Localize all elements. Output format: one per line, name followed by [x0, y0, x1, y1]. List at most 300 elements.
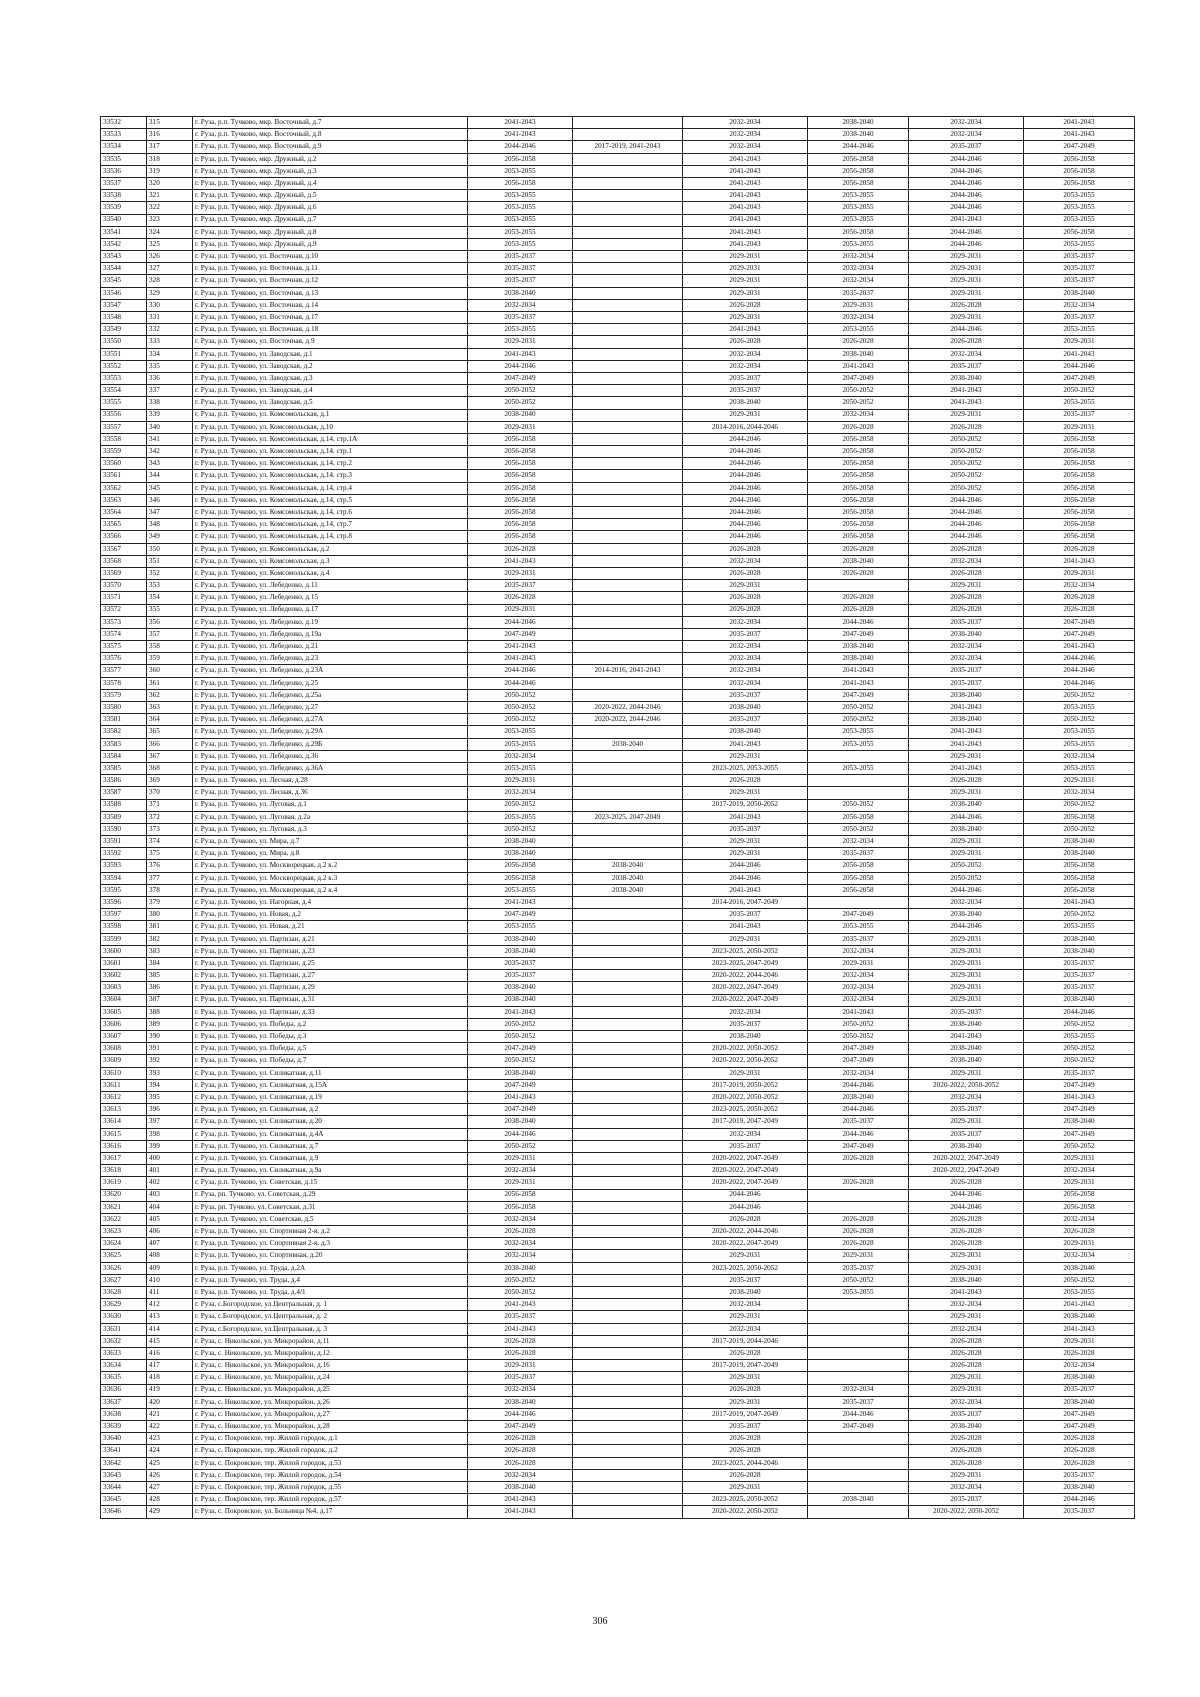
period-4-cell: 2032-2034 — [808, 251, 909, 263]
period-3-cell: 2026-2028 — [683, 336, 808, 348]
period-2-cell — [573, 202, 683, 214]
address-cell: г. Руза, р.п. Тучково, ул. Партизан, д.27 — [193, 970, 468, 982]
record-id-cell: 33557 — [101, 421, 147, 433]
record-id-cell: 33575 — [101, 641, 147, 653]
record-id-cell: 33586 — [101, 775, 147, 787]
period-2-cell — [573, 507, 683, 519]
period-1-cell: 2038-2040 — [468, 836, 573, 848]
period-5-cell: 2029-2031 — [909, 1311, 1024, 1323]
period-1-cell: 2029-2031 — [468, 1152, 573, 1164]
period-5-cell: 2050-2052 — [909, 446, 1024, 458]
period-2-cell — [573, 1408, 683, 1420]
period-2-cell: 2038-2040 — [573, 738, 683, 750]
table-row — [101, 117, 1135, 129]
period-3-cell: 2035-2037 — [683, 372, 808, 384]
record-id-cell: 33535 — [101, 153, 147, 165]
row-number-cell: 317 — [147, 141, 193, 153]
period-5-cell: 2044-2046 — [909, 165, 1024, 177]
table-row — [101, 836, 1135, 848]
period-6-cell: 2029-2031 — [1024, 567, 1135, 579]
address-cell: г. Руза, с. Никольское, ул. Микрорайон, д.11 — [193, 1335, 468, 1347]
row-number-cell: 385 — [147, 970, 193, 982]
period-3-cell: 2026-2028 — [683, 299, 808, 311]
address-cell: г. Руза, р.п. Тучково, мкр. Дружный, д.7 — [193, 214, 468, 226]
period-3-cell: 2044-2046 — [683, 482, 808, 494]
address-cell: г. Руза, р.п. Тучково, мкр. Дружный, д.9 — [193, 238, 468, 250]
period-4-cell — [808, 1360, 909, 1372]
period-4-cell: 2038-2040 — [808, 1494, 909, 1506]
address-cell: г. Руза, с. Покровское, тер. Жилой городок, д.54 — [193, 1469, 468, 1481]
row-number-cell: 413 — [147, 1311, 193, 1323]
period-6-cell: 2056-2058 — [1024, 482, 1135, 494]
address-cell: г. Руза, р.п. Тучково, ул. Лебеденко, д.19а — [193, 628, 468, 640]
address-cell: г. Руза, р.п. Тучково, ул. Заводская, д.3 — [193, 372, 468, 384]
period-3-cell: 2020-2022, 2050-2052 — [683, 1043, 808, 1055]
address-cell: г. Руза, р.п. Тучково, ул. Заводская, д.4 — [193, 385, 468, 397]
period-2-cell — [573, 433, 683, 445]
period-1-cell: 2041-2043 — [468, 1323, 573, 1335]
table-row — [101, 1311, 1135, 1323]
period-4-cell — [808, 1469, 909, 1481]
table-row — [101, 312, 1135, 324]
period-5-cell: 2041-2043 — [909, 1287, 1024, 1299]
table-row — [101, 641, 1135, 653]
period-5-cell: 2026-2028 — [909, 1226, 1024, 1238]
period-1-cell: 2038-2040 — [468, 1262, 573, 1274]
period-2-cell — [573, 1262, 683, 1274]
period-5-cell: 2020-2022, 2050-2052 — [909, 1079, 1024, 1091]
period-5-cell: 2029-2031 — [909, 287, 1024, 299]
record-id-cell: 33562 — [101, 482, 147, 494]
period-1-cell: 2038-2040 — [468, 287, 573, 299]
period-2-cell — [573, 409, 683, 421]
period-2-cell — [573, 519, 683, 531]
table-row — [101, 775, 1135, 787]
table-row — [101, 1043, 1135, 1055]
record-id-cell: 33553 — [101, 372, 147, 384]
page-number: 306 — [592, 1616, 608, 1627]
record-id-cell: 33640 — [101, 1433, 147, 1445]
table-row — [101, 945, 1135, 957]
period-4-cell: 2053-2055 — [808, 726, 909, 738]
period-6-cell: 2026-2028 — [1024, 1457, 1135, 1469]
period-2-cell — [573, 945, 683, 957]
period-5-cell: 2032-2034 — [909, 653, 1024, 665]
table-row — [101, 458, 1135, 470]
row-number-cell: 427 — [147, 1482, 193, 1494]
period-3-cell: 2020-2022, 2050-2052 — [683, 1092, 808, 1104]
period-5-cell: 2032-2034 — [909, 129, 1024, 141]
period-2-cell — [573, 494, 683, 506]
period-4-cell: 2041-2043 — [808, 677, 909, 689]
period-3-cell: 2035-2037 — [683, 689, 808, 701]
period-5-cell: 2044-2046 — [909, 238, 1024, 250]
record-id-cell: 33551 — [101, 348, 147, 360]
record-id-cell: 33574 — [101, 628, 147, 640]
table-row — [101, 299, 1135, 311]
row-number-cell: 410 — [147, 1274, 193, 1286]
table-row — [101, 1128, 1135, 1140]
period-2-cell — [573, 1287, 683, 1299]
table-row — [101, 1347, 1135, 1359]
period-3-cell: 2020-2022, 2047-2049 — [683, 994, 808, 1006]
period-6-cell: 2035-2037 — [1024, 251, 1135, 263]
period-1-cell: 2056-2058 — [468, 153, 573, 165]
period-4-cell: 2032-2034 — [808, 275, 909, 287]
address-cell: г. Руза, р.п. Тучково, ул. Восточная, д.10 — [193, 251, 468, 263]
period-2-cell — [573, 970, 683, 982]
period-4-cell: 2026-2028 — [808, 1226, 909, 1238]
table-row — [101, 689, 1135, 701]
record-id-cell: 33618 — [101, 1165, 147, 1177]
period-3-cell: 2035-2037 — [683, 628, 808, 640]
period-5-cell: 2026-2028 — [909, 543, 1024, 555]
row-number-cell: 396 — [147, 1104, 193, 1116]
row-number-cell: 365 — [147, 726, 193, 738]
period-2-cell — [573, 726, 683, 738]
period-6-cell: 2044-2046 — [1024, 1494, 1135, 1506]
table-row — [101, 324, 1135, 336]
period-3-cell: 2026-2028 — [683, 1433, 808, 1445]
period-6-cell: 2038-2040 — [1024, 994, 1135, 1006]
address-cell: г. Руза, р.п. Тучково, ул. Спортивная 2-я, д.3 — [193, 1238, 468, 1250]
row-number-cell: 344 — [147, 470, 193, 482]
period-6-cell: 2047-2049 — [1024, 616, 1135, 628]
row-number-cell: 421 — [147, 1408, 193, 1420]
period-4-cell: 2032-2034 — [808, 994, 909, 1006]
record-id-cell: 33635 — [101, 1372, 147, 1384]
record-id-cell: 33548 — [101, 312, 147, 324]
period-5-cell: 2050-2052 — [909, 860, 1024, 872]
record-id-cell: 33532 — [101, 117, 147, 129]
period-5-cell: 2029-2031 — [909, 970, 1024, 982]
period-4-cell: 2038-2040 — [808, 129, 909, 141]
record-id-cell: 33634 — [101, 1360, 147, 1372]
table-row — [101, 1384, 1135, 1396]
row-number-cell: 380 — [147, 909, 193, 921]
period-5-cell: 2029-2031 — [909, 263, 1024, 275]
period-2-cell — [573, 921, 683, 933]
period-3-cell: 2017-2019, 2050-2052 — [683, 1079, 808, 1091]
row-number-cell: 350 — [147, 543, 193, 555]
period-3-cell: 2038-2040 — [683, 726, 808, 738]
record-id-cell: 33616 — [101, 1140, 147, 1152]
table-row — [101, 507, 1135, 519]
table-row — [101, 909, 1135, 921]
row-number-cell: 420 — [147, 1396, 193, 1408]
period-5-cell: 2038-2040 — [909, 1421, 1024, 1433]
period-2-cell: 2023-2025, 2047-2049 — [573, 811, 683, 823]
period-3-cell: 2029-2031 — [683, 251, 808, 263]
row-number-cell: 336 — [147, 372, 193, 384]
period-3-cell: 2032-2034 — [683, 555, 808, 567]
period-6-cell: 2026-2028 — [1024, 1433, 1135, 1445]
row-number-cell: 347 — [147, 507, 193, 519]
address-cell: г. Руза, р.п. Тучково, ул. Силикатная, д.7 — [193, 1140, 468, 1152]
period-1-cell: 2050-2052 — [468, 823, 573, 835]
period-1-cell: 2050-2052 — [468, 799, 573, 811]
period-4-cell: 2032-2034 — [808, 982, 909, 994]
period-4-cell: 2044-2046 — [808, 616, 909, 628]
period-2-cell — [573, 1347, 683, 1359]
record-id-cell: 33630 — [101, 1311, 147, 1323]
row-number-cell: 367 — [147, 750, 193, 762]
period-1-cell: 2035-2037 — [468, 580, 573, 592]
row-number-cell: 387 — [147, 994, 193, 1006]
address-cell: г. Руза, р.п. Тучково, ул. Комсомольская, д.14, стр.2 — [193, 458, 468, 470]
address-cell: г. Руза, р.п. Тучково, ул. Комсомольская, д.10 — [193, 421, 468, 433]
period-5-cell: 2029-2031 — [909, 945, 1024, 957]
period-6-cell: 2053-2055 — [1024, 190, 1135, 202]
period-2-cell — [573, 117, 683, 129]
record-id-cell: 33558 — [101, 433, 147, 445]
record-id-cell: 33585 — [101, 762, 147, 774]
table-row — [101, 1238, 1135, 1250]
period-2-cell — [573, 580, 683, 592]
record-id-cell: 33556 — [101, 409, 147, 421]
address-cell: г. Руза, р.п. Тучково, ул. Заводская, д.1 — [193, 348, 468, 360]
period-3-cell: 2032-2034 — [683, 1128, 808, 1140]
address-cell: г. Руза, р.п. Тучково, ул. Труда, д.4 — [193, 1274, 468, 1286]
period-2-cell — [573, 653, 683, 665]
address-cell: г. Руза, р.п. Тучково, ул. Луговая, д.2а — [193, 811, 468, 823]
record-id-cell: 33610 — [101, 1067, 147, 1079]
period-3-cell: 2029-2031 — [683, 312, 808, 324]
period-1-cell: 2038-2040 — [468, 982, 573, 994]
row-number-cell: 375 — [147, 848, 193, 860]
period-6-cell: 2053-2055 — [1024, 397, 1135, 409]
table-row — [101, 1079, 1135, 1091]
period-1-cell: 2056-2058 — [468, 494, 573, 506]
period-3-cell: 2017-2019, 2047-2049 — [683, 1408, 808, 1420]
period-4-cell: 2050-2052 — [808, 1031, 909, 1043]
row-number-cell: 332 — [147, 324, 193, 336]
schedule-table — [100, 116, 1135, 1519]
row-number-cell: 422 — [147, 1421, 193, 1433]
period-5-cell: 2026-2028 — [909, 299, 1024, 311]
record-id-cell: 33646 — [101, 1506, 147, 1518]
period-6-cell: 2053-2055 — [1024, 726, 1135, 738]
record-id-cell: 33572 — [101, 604, 147, 616]
row-number-cell: 340 — [147, 421, 193, 433]
period-4-cell — [808, 1165, 909, 1177]
period-6-cell: 2035-2037 — [1024, 1067, 1135, 1079]
record-id-cell: 33567 — [101, 543, 147, 555]
period-5-cell: 2050-2052 — [909, 872, 1024, 884]
period-1-cell: 2029-2031 — [468, 421, 573, 433]
period-1-cell: 2041-2043 — [468, 1494, 573, 1506]
period-2-cell — [573, 592, 683, 604]
period-1-cell: 2026-2028 — [468, 1433, 573, 1445]
period-1-cell: 2032-2034 — [468, 1238, 573, 1250]
record-id-cell: 33583 — [101, 738, 147, 750]
period-6-cell: 2047-2049 — [1024, 1128, 1135, 1140]
period-1-cell: 2053-2055 — [468, 238, 573, 250]
table-row — [101, 226, 1135, 238]
record-id-cell: 33536 — [101, 165, 147, 177]
period-5-cell: 2038-2040 — [909, 372, 1024, 384]
address-cell: г. Руза, с. Покровское, тер. Жилой городок, д.57 — [193, 1494, 468, 1506]
record-id-cell: 33564 — [101, 507, 147, 519]
period-1-cell: 2032-2034 — [468, 1165, 573, 1177]
period-5-cell: 2035-2037 — [909, 1494, 1024, 1506]
period-1-cell: 2041-2043 — [468, 117, 573, 129]
table-row — [101, 604, 1135, 616]
address-cell: г. Руза, р.п. Тучково, ул. Партизан, д.23 — [193, 945, 468, 957]
period-5-cell: 2032-2034 — [909, 117, 1024, 129]
row-number-cell: 351 — [147, 555, 193, 567]
table-row — [101, 762, 1135, 774]
period-6-cell: 2050-2052 — [1024, 1043, 1135, 1055]
period-5-cell: 2020-2022, 2047-2049 — [909, 1165, 1024, 1177]
table-row — [101, 360, 1135, 372]
period-1-cell: 2041-2043 — [468, 1299, 573, 1311]
record-id-cell: 33617 — [101, 1152, 147, 1164]
period-5-cell: 2044-2046 — [909, 494, 1024, 506]
period-2-cell — [573, 385, 683, 397]
address-cell: г. Руза, р.п. Тучково, ул. Восточная, д.12 — [193, 275, 468, 287]
record-id-cell: 33590 — [101, 823, 147, 835]
period-5-cell: 2038-2040 — [909, 689, 1024, 701]
period-2-cell — [573, 1360, 683, 1372]
address-cell: г. Руза, р.п. Тучково, ул. Комсомольская, д.14, стр.7 — [193, 519, 468, 531]
period-3-cell: 2032-2034 — [683, 677, 808, 689]
period-2-cell — [573, 153, 683, 165]
period-6-cell: 2029-2031 — [1024, 421, 1135, 433]
period-1-cell: 2026-2028 — [468, 1457, 573, 1469]
address-cell: г. Руза, р.п. Тучково, мкр. Восточный, д.7 — [193, 117, 468, 129]
period-1-cell: 2047-2049 — [468, 1421, 573, 1433]
period-6-cell: 2053-2055 — [1024, 1031, 1135, 1043]
address-cell: г. Руза, р.п. Тучково, ул. Луговая, д.1 — [193, 799, 468, 811]
table-row — [101, 1287, 1135, 1299]
record-id-cell: 33547 — [101, 299, 147, 311]
period-1-cell: 2032-2034 — [468, 1384, 573, 1396]
period-2-cell — [573, 129, 683, 141]
period-5-cell: 2035-2037 — [909, 677, 1024, 689]
period-3-cell: 2020-2022, 2047-2049 — [683, 1238, 808, 1250]
address-cell: г. Руза, с. Никольское, ул. Микрорайон, д.16 — [193, 1360, 468, 1372]
address-cell: г. Руза, с. Покровское, тер. Жилой городок, д.1 — [193, 1433, 468, 1445]
address-cell: г. Руза, с. Покровское, ул. Больница №4, д.17 — [193, 1506, 468, 1518]
period-1-cell: 2047-2049 — [468, 1079, 573, 1091]
row-number-cell: 377 — [147, 872, 193, 884]
period-6-cell: 2056-2058 — [1024, 860, 1135, 872]
period-6-cell: 2032-2034 — [1024, 580, 1135, 592]
period-4-cell: 2056-2058 — [808, 811, 909, 823]
table-row — [101, 287, 1135, 299]
period-3-cell: 2032-2034 — [683, 1323, 808, 1335]
address-cell: г. Руза, р.п. Тучково, ул. Лебеденко, д.19 — [193, 616, 468, 628]
period-4-cell: 2050-2052 — [808, 799, 909, 811]
period-4-cell: 2026-2028 — [808, 421, 909, 433]
period-6-cell: 2038-2040 — [1024, 836, 1135, 848]
period-1-cell: 2056-2058 — [468, 519, 573, 531]
record-id-cell: 33619 — [101, 1177, 147, 1189]
period-1-cell: 2053-2055 — [468, 202, 573, 214]
period-2-cell — [573, 360, 683, 372]
period-2-cell — [573, 1079, 683, 1091]
table-row — [101, 1421, 1135, 1433]
period-1-cell: 2041-2043 — [468, 129, 573, 141]
period-5-cell: 2044-2046 — [909, 1189, 1024, 1201]
period-3-cell: 2029-2031 — [683, 933, 808, 945]
period-5-cell: 2035-2037 — [909, 1408, 1024, 1420]
period-2-cell — [573, 1457, 683, 1469]
record-id-cell: 33615 — [101, 1128, 147, 1140]
row-number-cell: 372 — [147, 811, 193, 823]
row-number-cell: 321 — [147, 190, 193, 202]
period-3-cell: 2044-2046 — [683, 1201, 808, 1213]
period-5-cell: 2032-2034 — [909, 1323, 1024, 1335]
period-2-cell — [573, 1311, 683, 1323]
period-5-cell: 2038-2040 — [909, 1055, 1024, 1067]
period-1-cell: 2038-2040 — [468, 848, 573, 860]
period-4-cell: 2044-2046 — [808, 1128, 909, 1140]
address-cell: г. Руза, с. Никольское, ул. Микрорайон, д.27 — [193, 1408, 468, 1420]
period-1-cell: 2038-2040 — [468, 1067, 573, 1079]
row-number-cell: 397 — [147, 1116, 193, 1128]
period-2-cell — [573, 567, 683, 579]
period-6-cell: 2053-2055 — [1024, 702, 1135, 714]
address-cell: г. Руза, с. Покровское, тер. Жилой городок, д.2 — [193, 1445, 468, 1457]
table-row — [101, 372, 1135, 384]
period-6-cell: 2050-2052 — [1024, 385, 1135, 397]
period-2-cell: 2038-2040 — [573, 884, 683, 896]
period-2-cell — [573, 1092, 683, 1104]
record-id-cell: 33563 — [101, 494, 147, 506]
period-1-cell: 2029-2031 — [468, 1360, 573, 1372]
address-cell: г. Руза, с. Покровское, тер. Жилой городок, д.55 — [193, 1482, 468, 1494]
table-row — [101, 897, 1135, 909]
period-5-cell: 2038-2040 — [909, 1274, 1024, 1286]
period-3-cell: 2032-2034 — [683, 616, 808, 628]
period-6-cell: 2050-2052 — [1024, 1274, 1135, 1286]
record-id-cell: 33580 — [101, 702, 147, 714]
schedule-table-body — [101, 117, 1135, 1519]
table-row — [101, 1396, 1135, 1408]
row-number-cell: 316 — [147, 129, 193, 141]
row-number-cell: 323 — [147, 214, 193, 226]
period-2-cell — [573, 348, 683, 360]
period-4-cell — [808, 1457, 909, 1469]
period-1-cell: 2026-2028 — [468, 1445, 573, 1457]
record-id-cell: 33578 — [101, 677, 147, 689]
row-number-cell: 404 — [147, 1201, 193, 1213]
row-number-cell: 405 — [147, 1213, 193, 1225]
period-5-cell: 2029-2031 — [909, 933, 1024, 945]
record-id-cell: 33593 — [101, 860, 147, 872]
record-id-cell: 33550 — [101, 336, 147, 348]
period-4-cell: 2026-2028 — [808, 592, 909, 604]
address-cell: г. Руза, р.п. Тучково, ул. Лебеденко, д.23А — [193, 665, 468, 677]
period-3-cell: 2029-2031 — [683, 287, 808, 299]
period-5-cell: 2044-2046 — [909, 226, 1024, 238]
period-4-cell: 2032-2034 — [808, 409, 909, 421]
record-id-cell: 33625 — [101, 1250, 147, 1262]
row-number-cell: 398 — [147, 1128, 193, 1140]
period-6-cell: 2038-2040 — [1024, 1311, 1135, 1323]
period-3-cell: 2041-2043 — [683, 324, 808, 336]
period-2-cell — [573, 177, 683, 189]
record-id-cell: 33639 — [101, 1421, 147, 1433]
period-4-cell: 2041-2043 — [808, 665, 909, 677]
period-4-cell: 2053-2055 — [808, 1287, 909, 1299]
period-5-cell: 2044-2046 — [909, 507, 1024, 519]
record-id-cell: 33552 — [101, 360, 147, 372]
record-id-cell: 33569 — [101, 567, 147, 579]
table-row — [101, 348, 1135, 360]
